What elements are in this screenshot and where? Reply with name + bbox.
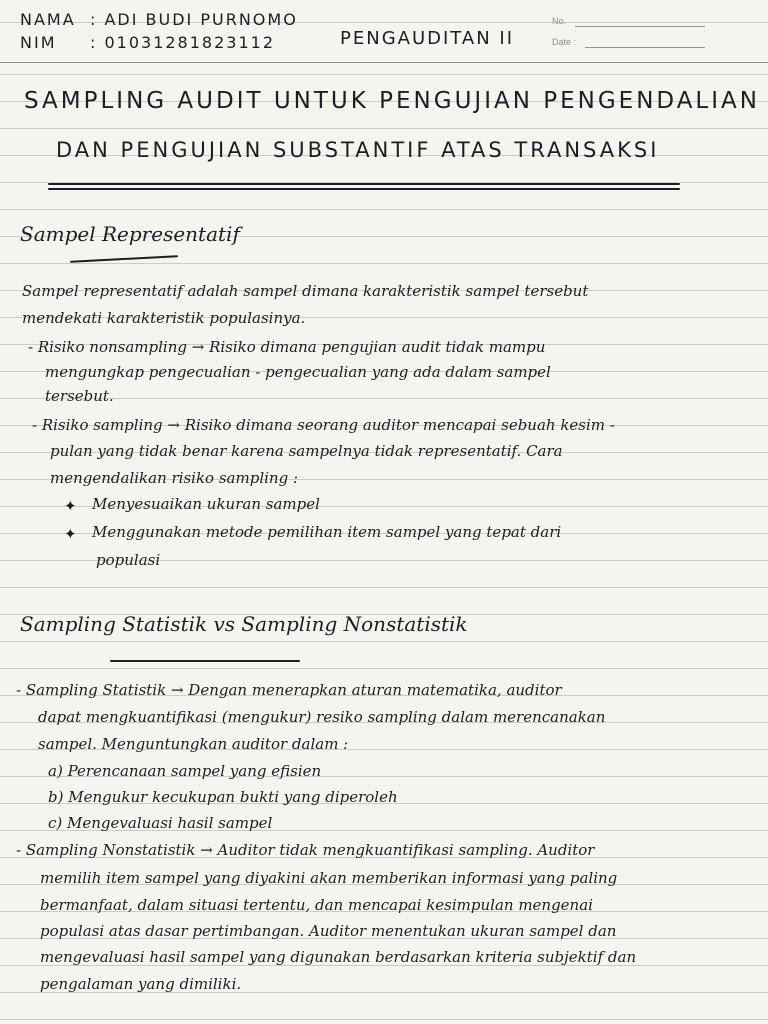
date-label: Date : <box>552 37 577 47</box>
text-line: sampel. Menguntungkan auditor dalam : <box>38 735 349 753</box>
nim-value: : 01031281823112 <box>90 33 275 52</box>
nim-label: NIM <box>20 33 57 52</box>
text-line: - Sampling Nonstatistik → Auditor tidak mengkuantifikasi sampling. Auditor <box>16 841 595 859</box>
heading-underline <box>70 255 178 263</box>
header-divider <box>0 62 768 63</box>
title-line-2: DAN PENGUJIAN SUBSTANTIF ATAS TRANSAKSI <box>56 138 660 162</box>
text-line: memilih item sampel yang diyakini akan memberikan informasi yang paling <box>40 869 618 887</box>
bullet-icon: ✦ <box>64 497 77 515</box>
text-line: - Risiko sampling → Risiko dimana seorang auditor mencapai sebuah kesim - <box>32 416 615 434</box>
text-line: mengevaluasi hasil sampel yang digunakan berdasarkan kriteria subjektif dan <box>40 948 637 966</box>
text-line: pulan yang tidak benar karena sampelnya tidak representatif. Cara <box>50 442 563 460</box>
text-line: b) Mengukur kecukupan bukti yang diperoleh <box>48 788 398 806</box>
list-item: Menggunakan metode pemilihan item sampel yang tepat dari <box>92 523 562 541</box>
no-line <box>575 26 705 27</box>
text-line: c) Mengevaluasi hasil sampel <box>48 814 273 832</box>
text-line: Sampel representatif adalah sampel dimana karakteristik sampel tersebut <box>22 282 589 300</box>
title-underline-1 <box>48 183 680 185</box>
section-heading-statistik: Sampling Statistik vs Sampling Nonstatistik <box>20 612 468 636</box>
nama-value: : ADI BUDI PURNOMO <box>90 10 298 29</box>
text-line: pengalaman yang dimiliki. <box>40 975 242 993</box>
text-line: tersebut. <box>45 387 114 405</box>
nama-label: NAMA <box>20 10 76 29</box>
heading-underline <box>110 660 300 662</box>
text-line: a) Perencanaan sampel yang efisien <box>48 762 322 780</box>
text-line: mendekati karakteristik populasinya. <box>22 309 306 327</box>
text-line: bermanfaat, dalam situasi tertentu, dan mencapai kesimpulan mengenai <box>40 896 593 914</box>
bullet-icon: ✦ <box>64 525 77 543</box>
text-line: - Sampling Statistik → Dengan menerapkan aturan matematika, auditor <box>16 681 562 699</box>
list-item: populasi <box>96 551 161 569</box>
course-title: PENGAUDITAN II <box>340 28 515 49</box>
text-line: populasi atas dasar pertimbangan. Auditor menentukan ukuran sampel dan <box>40 922 617 940</box>
title-underline-2 <box>48 188 680 190</box>
date-line <box>585 47 705 48</box>
title-line-1: SAMPLING AUDIT UNTUK PENGUJIAN PENGENDALIAN <box>24 88 760 114</box>
text-line: dapat mengkuantifikasi (mengukur) resiko sampling dalam merencanakan <box>38 708 606 726</box>
text-line: mengungkap pengecualian - pengecualian yang ada dalam sampel <box>45 363 551 381</box>
section-heading-representatif: Sampel Representatif <box>20 222 240 246</box>
no-label: No. <box>552 16 567 26</box>
list-item: Menyesuaikan ukuran sampel <box>92 495 320 513</box>
text-line: mengendalikan risiko sampling : <box>50 469 298 487</box>
text-line: - Risiko nonsampling → Risiko dimana pengujian audit tidak mampu <box>28 338 546 356</box>
